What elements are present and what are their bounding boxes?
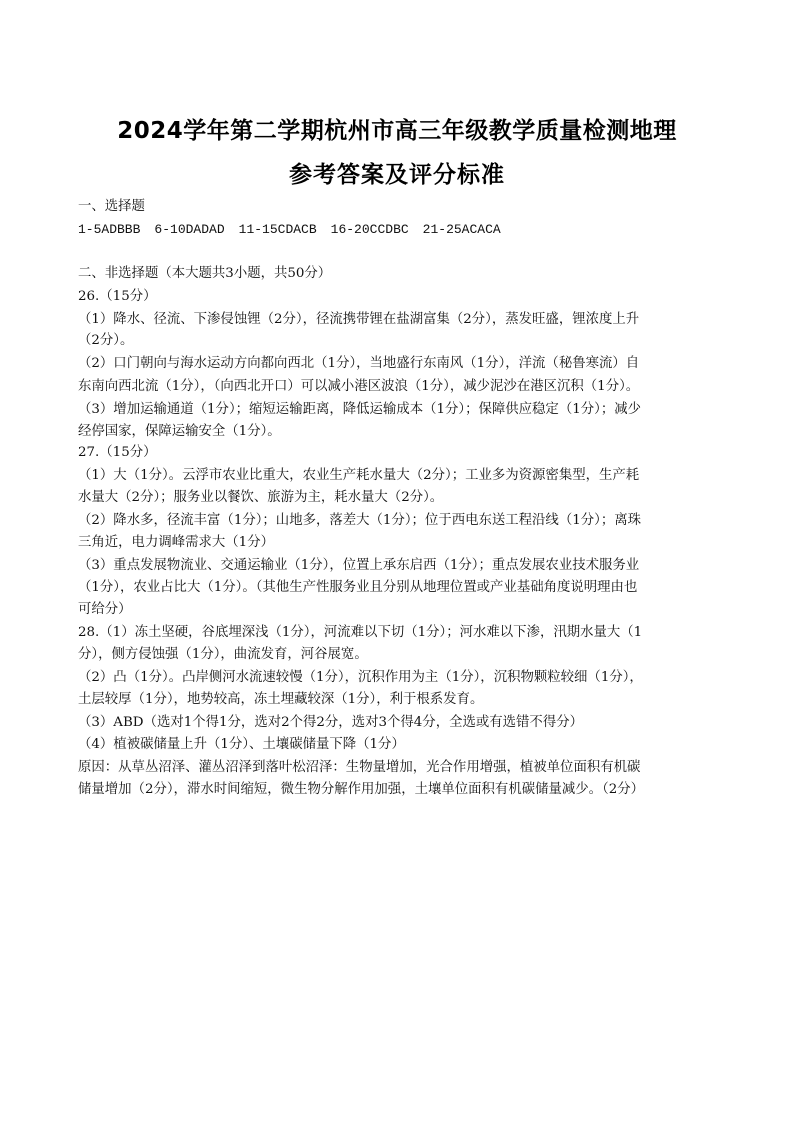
answer-line: 分），侧方侵蚀强（1分），曲流发育，河谷展宽。 [78,647,368,662]
answer-line: 储量增加（2分），滞水时间缩短，微生物分解作用加强，土壤单位面积有机碳储量减少。（2分） [78,782,645,797]
section-heading-choice: 一、选择题 [78,199,145,214]
answer-line: （2）降水多，径流丰富（1分）；山地多，落差大（1分）；位于西电东送工程沿线（1分）；离珠 [78,513,641,528]
answer-line: 土层较厚（1分），地势较高，冻土埋藏较深（1分），利于根系发育。 [78,692,484,707]
answer-line: （2分）。 [78,333,134,348]
question-heading: 28.（1）冻土坚硬，谷底埋深浅（1分），河流难以下切（1分）；河水难以下渗，汛期水量大（1 [78,625,643,640]
page-title: 2024学年第二学期杭州市高三年级教学质量检测地理 [117,118,677,144]
answer-line: （3）ABD（选对1个得1分，选对2个得2分，选对3个得4分，全选或有选错不得分） [78,715,583,730]
answer-group: 6-10DADAD [154,222,225,237]
answer-line: 可给分） [78,602,132,617]
answer-line: 经停国家，保障运输安全（1分）。 [78,424,281,439]
answer-group: 21-25ACACA [422,222,501,237]
answer-line: 三角近，电力调峰需求大（1分） [78,535,274,550]
answer-line: （4）植被碳储量上升（1分）、土壤碳储量下降（1分） [78,737,405,752]
section-heading-nonchoice: 二、非选择题（本大题共3小题，共50分） [78,266,332,281]
answer-group: 1-5ADBBB [78,222,141,237]
answer-line: （1分），农业占比大（1分）。（其他生产性服务业且分别从地理位置或产业基础角度说明理由也 [78,580,638,595]
answer-line: （2）凸（1分）。凸岸侧河水流速较慢（1分），沉积作用为主（1分），沉积物颗粒较细（1分）， [78,670,643,685]
answer-line: （1）大（1分）。云浮市农业比重大，农业生产耗水量大（2分）；工业多为资源密集型，生产耗 [78,468,640,483]
question-heading: 27.（15分） [78,445,157,460]
answer-line: （2）口门朝向与海水运动方向都向西北（1分），当地盛行东南风（1分），洋流（秘鲁寒流）自 [78,356,640,371]
question-heading: 26.（15分） [78,289,157,304]
answer-group: 11-15CDACB [238,222,317,237]
answer-group: 16-20CCDBC [330,222,409,237]
answer-line: 水量大（2分）；服务业以餐饮、旅游为主，耗水量大（2分）。 [78,490,444,505]
choice-answers [78,220,515,240]
answer-line: 原因：从草丛沼泽、灌丛沼泽到落叶松沼泽：生物量增加，光合作用增强，植被单位面积有机碳 [78,760,641,775]
answer-line: （3）重点发展物流业、交通运输业（1分），位置上承东启西（1分）；重点发展农业技术服务业 [78,558,640,573]
answer-line: 东南向西北流（1分），（向西北开口）可以减小港区波浪（1分），减少泥沙在港区沉积（1分）。 [78,379,640,394]
page-subtitle: 参考答案及评分标准 [289,162,505,188]
answer-line: （1）降水、径流、下渗侵蚀锂（2分），径流携带锂在盐湖富集（2分），蒸发旺盛，锂浓度上升 [78,312,640,327]
answer-line: （3）增加运输通道（1分）；缩短运输距离，降低运输成本（1分）；保障供应稳定（1分）；减少 [78,402,641,417]
